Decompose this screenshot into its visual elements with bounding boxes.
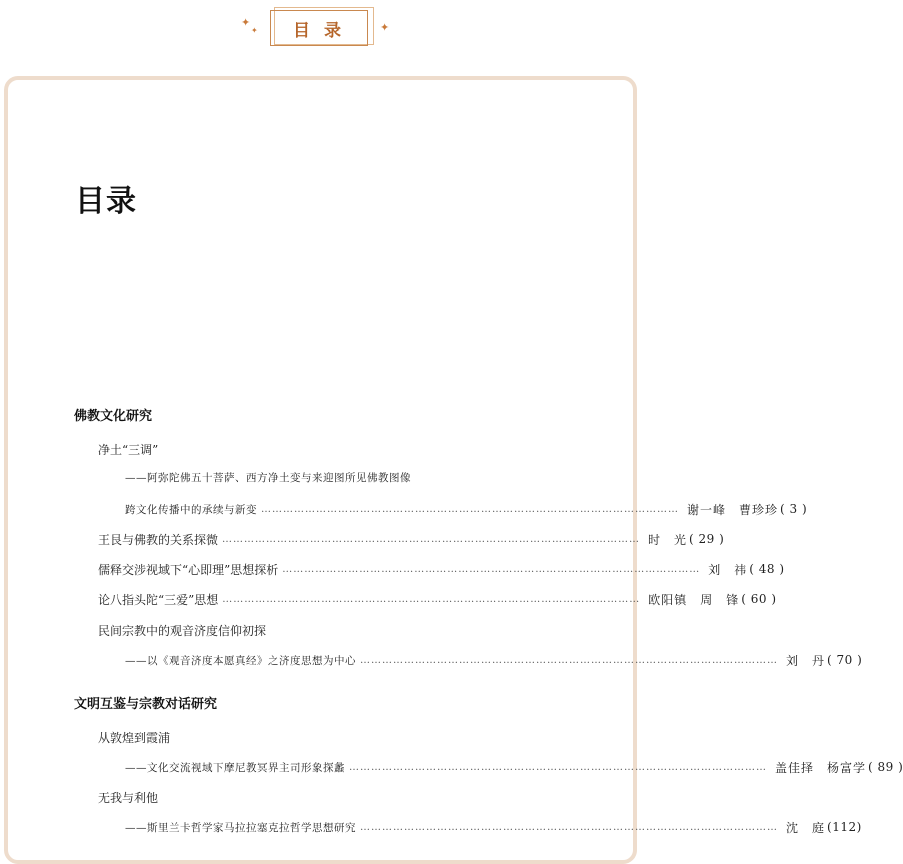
entry-title: 从敦煌到霞浦 [98, 730, 171, 745]
toc-entry-title[interactable] [98, 788, 158, 806]
sparkle-icon: ✦ [380, 21, 390, 34]
entry-authors: 刘 丹 [786, 653, 826, 668]
dot-leader: …………………………………………………………………………………………………… [360, 821, 778, 833]
entry-title: 论八指头陀“三爱”思想 [98, 592, 219, 607]
entry-page: ( 3 ) [780, 502, 808, 516]
toc-entry[interactable] [98, 560, 785, 578]
toc-entry[interactable] [125, 651, 863, 669]
toc-entry-subtitle [125, 468, 411, 486]
entry-subtitle: ——文化交流视域下摩尼教冥界主司形象探蠡 [125, 761, 345, 774]
toc-entry-title[interactable] [98, 440, 158, 458]
dot-leader: …………………………………………………………………………………………………… [282, 563, 701, 575]
entry-subtitle: ——斯里兰卡哲学家马拉拉塞克拉哲学思想研究 [125, 821, 356, 834]
entry-authors: 刘 祎 [708, 562, 748, 577]
section-title: 文明互鉴与宗教对话研究 [74, 697, 218, 712]
entry-subtitle: 跨文化传播中的承续与新变 [125, 503, 257, 516]
toc-entry[interactable] [125, 758, 903, 776]
entry-page: ( 48 ) [749, 562, 785, 576]
entry-authors: 谢一峰 曹珍珍 [687, 502, 779, 517]
page-title: 目录 [75, 184, 137, 219]
entry-title: 儒释交涉视域下“心即理”思想探析 [98, 562, 279, 577]
toc-entry[interactable] [125, 500, 808, 518]
toc-badge [270, 10, 368, 46]
dot-leader: …………………………………………………………………………………………………… [222, 533, 641, 545]
dot-leader: …………………………………………………………………………………………………… [360, 654, 778, 666]
entry-subtitle: ——以《观音济度本愿真经》之济度思想为中心 [125, 654, 356, 667]
entry-page: ( 29 ) [689, 532, 725, 546]
entry-authors: 沈 庭 [786, 820, 826, 835]
toc-entry-title[interactable] [98, 728, 170, 746]
section-title: 佛教文化研究 [74, 409, 153, 424]
sparkle-icon: ✦ [241, 16, 251, 29]
entry-authors: 欧阳镇 周 锋 [648, 592, 740, 607]
entry-page: ( 89 ) [868, 760, 903, 774]
entry-subtitle: ——阿弥陀佛五十菩萨、西方净土变与来迎图所见佛教图像 [125, 471, 411, 484]
toc-entry[interactable] [98, 530, 725, 548]
toc-entry-title[interactable] [98, 621, 266, 639]
dot-leader: …………………………………………………………………………………………………… [222, 593, 641, 605]
entry-page: ( 70 ) [827, 653, 863, 667]
entry-title: 净土“三调” [98, 442, 159, 457]
entry-page: ( 60 ) [741, 592, 777, 606]
dot-leader: …………………………………………………………………………………………………… [349, 761, 767, 773]
sparkle-icon: ✦ [251, 26, 258, 35]
toc-badge-label: 目录 [293, 20, 355, 41]
entry-title: 民间宗教中的观音济度信仰初探 [98, 623, 267, 638]
entry-authors: 盖佳择 杨富学 [775, 760, 867, 775]
entry-authors: 时 光 [648, 532, 688, 547]
entry-title: 无我与利他 [98, 790, 159, 805]
header [0, 0, 641, 68]
toc-entry[interactable] [125, 818, 862, 836]
dot-leader: …………………………………………………………………………………………………… [261, 503, 679, 515]
toc-entry[interactable] [98, 590, 777, 608]
entry-title: 王艮与佛教的关系探微 [98, 532, 219, 547]
entry-page: (112) [827, 820, 862, 834]
